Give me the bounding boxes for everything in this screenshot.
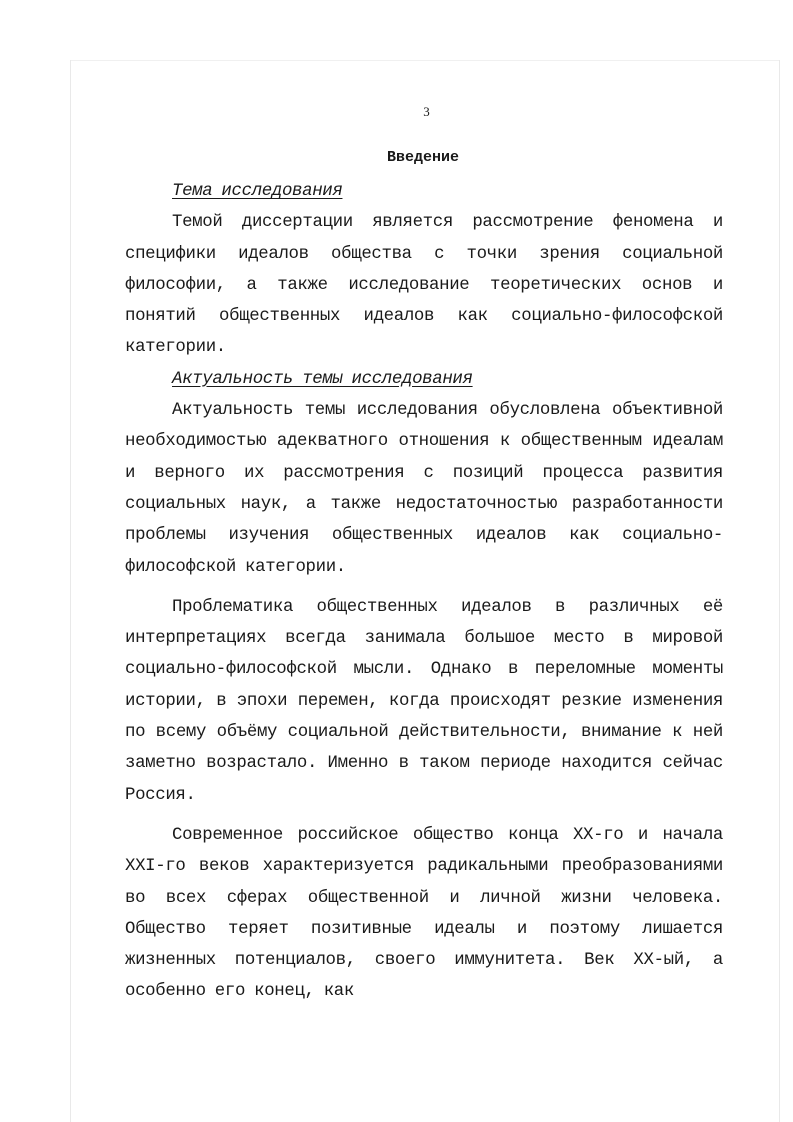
page-number: 3 [423,104,430,119]
scan-edge-right [779,60,780,1122]
paragraph-relevance-3: Современное российское общество конца XX-го и начала XXI-го веков характеризуется радикальными преобразованиями во всех сферах общественной и личной жизни человека. Общество теряет позитивные идеалы и поэтому лишается жизненных потенциалов, своего иммунитета. Век XX-ый, а особенно его конец, как [125,825,723,1002]
section-heading: Введение [386,149,459,166]
paragraph-relevance-1: Актуальность темы исследования обусловлена объективной необходимостью адекватного отношения к общественным идеалам и верного их рассмотрения с позиций процесса развития социальных наук, а также недостаточностью разработанности проблемы изучения общественных идеалов как социально-философской категории. [125,401,723,577]
scan-edge-top [70,60,780,61]
paragraph-topic: Темой диссертации является рассмотрение феномена и специфики идеалов общества с точки зрения социальной философии, а также исследование теоретических основ и понятий общественных идеалов как социально-философской категории. [125,213,723,358]
body-text [125,176,723,1008]
scan-edge-left [70,60,71,1122]
subheading-topic: Тема исследования [172,182,343,201]
paragraph-relevance-2: Проблематика общественных идеалов в различных её интерпретациях всегда занимала большое место в мировой социально-философской мысли. Однако в переломные моменты истории, в эпохи перемен, когда происходят резкие изменения по всему объёму социальной действительности, внимание к ней заметно возрастало. Именно в таком периоде находится сейчас Россия. [125,597,723,805]
subheading-relevance: Актуальность темы исследования [172,369,473,389]
